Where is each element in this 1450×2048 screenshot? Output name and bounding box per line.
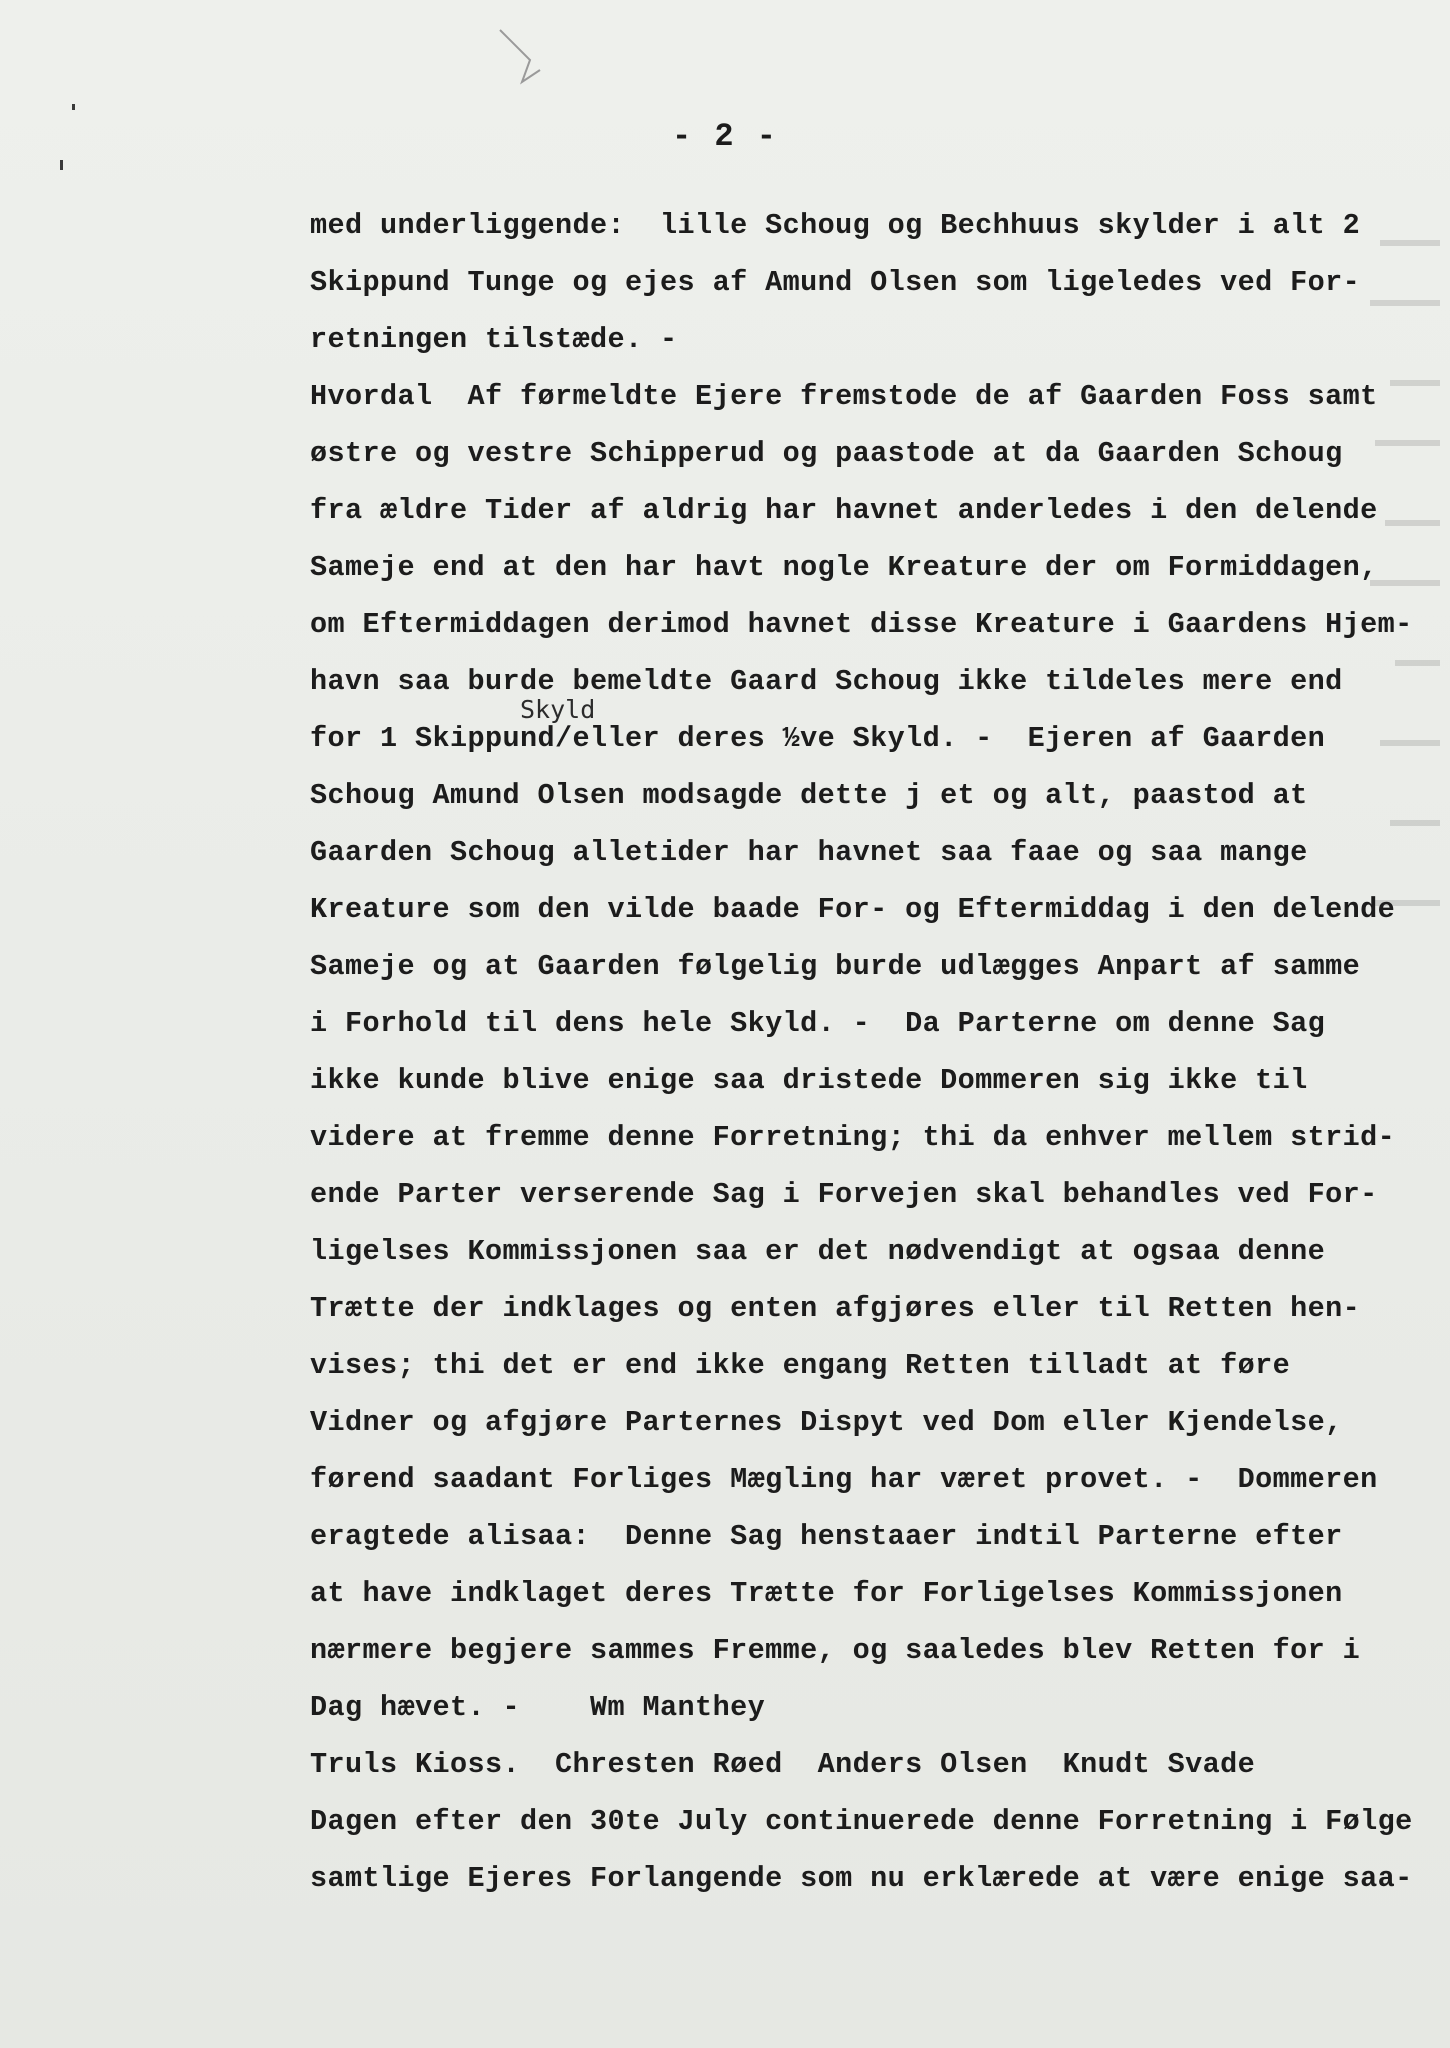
text-line: i Forhold til dens hele Skyld. - Da Parterne om denne Sag [310, 1007, 1326, 1040]
text-line: for 1 Skippund/eller deres ½ve Skyld. - Ejeren af Gaarden [310, 722, 1326, 755]
text-line: videre at fremme denne Forretning; thi da enhver mellem strid- [310, 1121, 1396, 1154]
text-line: at have indklaget deres Trætte for Forligelses Kommissjonen [310, 1577, 1343, 1610]
margin-tick-mark [60, 160, 63, 170]
text-line: vises; thi det er end ikke engang Retten tilladt at føre [310, 1349, 1291, 1382]
text-line: nærmere begjere sammes Fremme, og saaledes blev Retten for i [310, 1634, 1361, 1667]
text-line: Vidner og afgjøre Parternes Dispyt ved Dom eller Kjendelse, [310, 1406, 1343, 1439]
pencil-scribble-mark [470, 20, 590, 100]
text-line: ikke kunde blive enige saa dristede Dommeren sig ikke til [310, 1064, 1308, 1097]
text-line: med underliggende: lille Schoug og Bechhuus skylder i alt 2 [310, 209, 1361, 242]
text-line: ligelses Kommissjonen saa er det nødvendigt at ogsaa denne [310, 1235, 1326, 1268]
interlinear-insertion: Skyld [520, 695, 596, 724]
text-line: Gaarden Schoug alletider har havnet saa faae og saa mange [310, 836, 1308, 869]
text-line: Trætte der indklages og enten afgjøres eller til Retten hen- [310, 1292, 1361, 1325]
text-line: Truls Kioss. Chresten Røed Anders Olsen Knudt Svade [310, 1748, 1256, 1781]
margin-dot-mark [72, 104, 75, 110]
text-line: eragtede alisaa: Denne Sag henstaaer indtil Parterne efter [310, 1520, 1343, 1553]
text-line: Schoug Amund Olsen modsagde dette j et og alt, paastod at [310, 779, 1308, 812]
text-line: samtlige Ejeres Forlangende som nu erklærede at være enige saa- [310, 1862, 1413, 1895]
text-line: Sameje end at den har havt nogle Kreature der om Formiddagen, [310, 551, 1378, 584]
text-line: om Eftermiddagen derimod havnet disse Kreature i Gaardens Hjem- [310, 608, 1413, 641]
text-line: Skippund Tunge og ejes af Amund Olsen som ligeledes ved For- [310, 266, 1361, 299]
text-line: Kreature som den vilde baade For- og Eftermiddag i den delende [310, 893, 1396, 926]
text-line: ende Parter verserende Sag i Forvejen skal behandles ved For- [310, 1178, 1378, 1211]
text-line: havn saa burde bemeldte Gaard Schoug ikke tildeles mere end [310, 665, 1343, 698]
text-line: Hvordal Af førmeldte Ejere fremstode de af Gaarden Foss samt [310, 380, 1378, 413]
text-line: østre og vestre Schipperud og paastode at da Gaarden Schoug [310, 437, 1343, 470]
text-line: Dag hævet. - Wm Manthey [310, 1691, 766, 1724]
text-line: retningen tilstæde. - [310, 323, 678, 356]
text-line: fra ældre Tider af aldrig har havnet anderledes i den delende [310, 494, 1378, 527]
text-line: Dagen efter den 30te July continuerede denne Forretning i Følge [310, 1805, 1413, 1838]
text-line: førend saadant Forliges Mægling har været provet. - Dommeren [310, 1463, 1378, 1496]
text-line: Sameje og at Gaarden følgelig burde udlægges Anpart af samme [310, 950, 1361, 983]
page-number: - 2 - [671, 118, 778, 155]
